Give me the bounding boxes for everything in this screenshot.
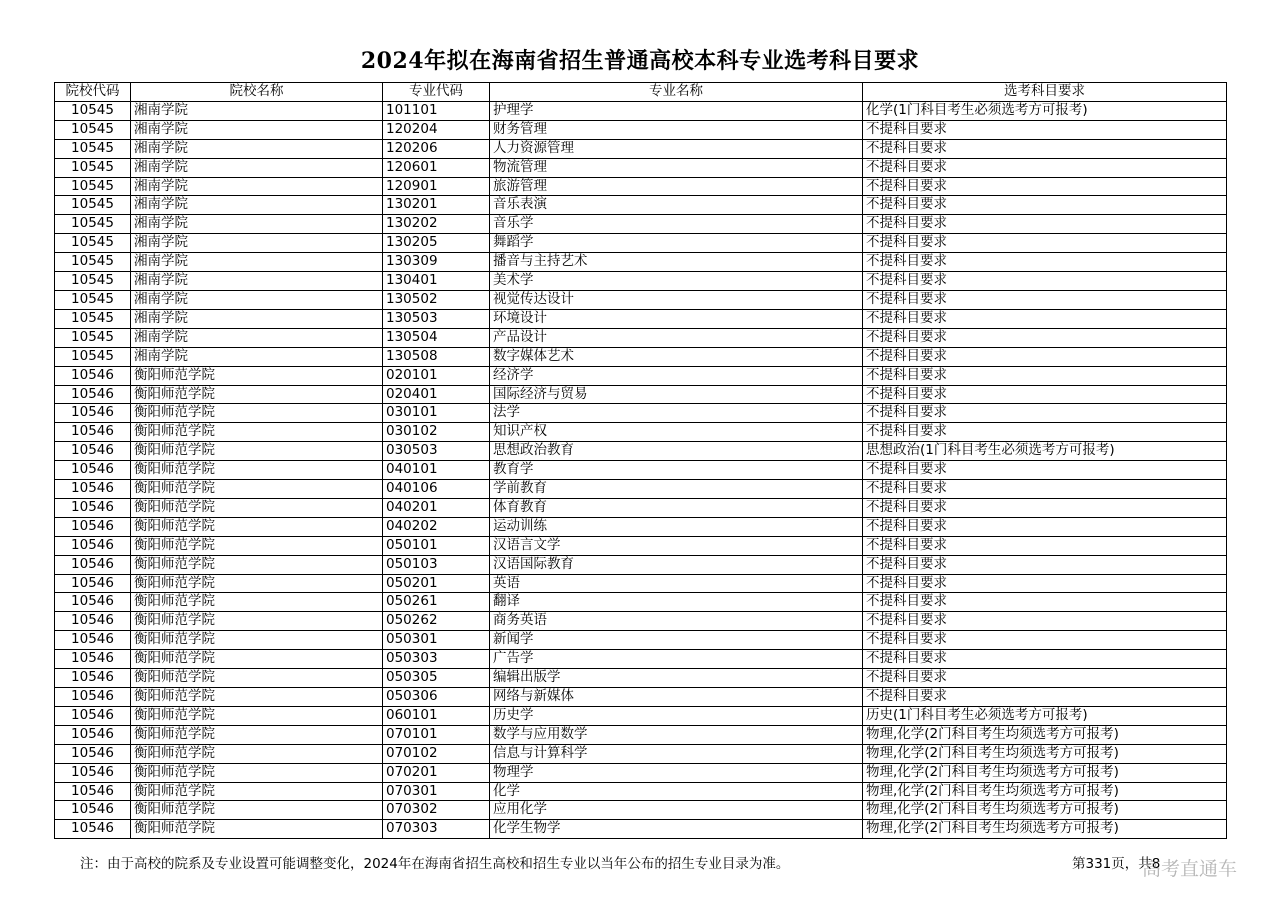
major-code-cell: 130502: [383, 290, 490, 309]
major-name-cell: 国际经济与贸易: [490, 385, 863, 404]
subject-requirement-cell: 不提科目要求: [863, 290, 1227, 309]
school-code-cell: 10545: [55, 328, 131, 347]
table-row: [55, 555, 1227, 574]
major-name-cell: 汉语言文学: [490, 536, 863, 555]
school-name-cell: 衡阳师范学院: [131, 366, 383, 385]
table-row: [55, 801, 1227, 820]
major-name-cell: 环境设计: [490, 309, 863, 328]
major-name-cell: 运动训练: [490, 517, 863, 536]
school-name-cell: 湘南学院: [131, 101, 383, 120]
subject-requirement-cell: 思想政治(1门科目考生必须选考方可报考): [863, 442, 1227, 461]
school-code-cell: 10546: [55, 612, 131, 631]
school-code-cell: 10546: [55, 423, 131, 442]
school-name-cell: 湘南学院: [131, 139, 383, 158]
major-name-cell: 财务管理: [490, 120, 863, 139]
school-code-cell: 10545: [55, 196, 131, 215]
major-code-cell: 070101: [383, 725, 490, 744]
school-code-cell: 10545: [55, 101, 131, 120]
footnote: 注：由于高校的院系及专业设置可能调整变化，2024年在海南省招生高校和招生专业以当年公布的招生专业目录为准。: [80, 856, 790, 872]
major-code-cell: 050103: [383, 555, 490, 574]
school-name-cell: 湘南学院: [131, 253, 383, 272]
subject-requirement-cell: 不提科目要求: [863, 631, 1227, 650]
major-name-cell: 教育学: [490, 461, 863, 480]
school-name-cell: 衡阳师范学院: [131, 763, 383, 782]
school-name-cell: 衡阳师范学院: [131, 820, 383, 839]
school-code-cell: 10545: [55, 120, 131, 139]
school-code-cell: 10546: [55, 631, 131, 650]
major-code-cell: 120204: [383, 120, 490, 139]
school-code-cell: 10546: [55, 593, 131, 612]
major-name-cell: 人力资源管理: [490, 139, 863, 158]
major-code-cell: 030102: [383, 423, 490, 442]
subject-requirement-cell: 物理,化学(2门科目考生均须选考方可报考): [863, 801, 1227, 820]
major-code-cell: 050305: [383, 669, 490, 688]
major-code-cell: 040202: [383, 517, 490, 536]
school-code-cell: 10546: [55, 555, 131, 574]
table-row: [55, 669, 1227, 688]
subject-requirement-cell: 不提科目要求: [863, 536, 1227, 555]
major-code-cell: 040201: [383, 498, 490, 517]
major-name-cell: 体育教育: [490, 498, 863, 517]
school-name-cell: 衡阳师范学院: [131, 593, 383, 612]
table-row: [55, 498, 1227, 517]
table-row: [55, 366, 1227, 385]
header-major-name: 专业名称: [490, 83, 863, 102]
table-row: [55, 461, 1227, 480]
school-code-cell: 10546: [55, 480, 131, 499]
major-code-cell: 130401: [383, 272, 490, 291]
major-code-cell: 130504: [383, 328, 490, 347]
table-row: [55, 706, 1227, 725]
school-name-cell: 湘南学院: [131, 177, 383, 196]
table-row: [55, 744, 1227, 763]
subject-requirement-cell: 不提科目要求: [863, 612, 1227, 631]
major-code-cell: 120206: [383, 139, 490, 158]
major-code-cell: 130309: [383, 253, 490, 272]
table-row: [55, 688, 1227, 707]
school-code-cell: 10546: [55, 574, 131, 593]
subject-requirement-cell: 不提科目要求: [863, 309, 1227, 328]
table-row: [55, 101, 1227, 120]
major-name-cell: 学前教育: [490, 480, 863, 499]
major-code-cell: 070301: [383, 782, 490, 801]
major-code-cell: 060101: [383, 706, 490, 725]
table-row: [55, 272, 1227, 291]
major-code-cell: 050101: [383, 536, 490, 555]
subject-requirement-cell: 不提科目要求: [863, 385, 1227, 404]
school-code-cell: 10546: [55, 763, 131, 782]
school-name-cell: 衡阳师范学院: [131, 744, 383, 763]
major-name-cell: 编辑出版学: [490, 669, 863, 688]
table-row: [55, 763, 1227, 782]
subject-requirement-cell: 不提科目要求: [863, 574, 1227, 593]
school-name-cell: 衡阳师范学院: [131, 612, 383, 631]
subject-requirement-cell: 不提科目要求: [863, 234, 1227, 253]
subject-requirement-cell: 物理,化学(2门科目考生均须选考方可报考): [863, 763, 1227, 782]
table-row: [55, 480, 1227, 499]
major-code-cell: 050306: [383, 688, 490, 707]
subject-requirement-cell: 历史(1门科目考生必须选考方可报考): [863, 706, 1227, 725]
school-code-cell: 10545: [55, 272, 131, 291]
major-name-cell: 商务英语: [490, 612, 863, 631]
major-name-cell: 应用化学: [490, 801, 863, 820]
table-row: [55, 177, 1227, 196]
school-code-cell: 10546: [55, 366, 131, 385]
major-name-cell: 化学生物学: [490, 820, 863, 839]
school-code-cell: 10546: [55, 744, 131, 763]
major-code-cell: 020101: [383, 366, 490, 385]
school-code-cell: 10545: [55, 177, 131, 196]
table-row: [55, 631, 1227, 650]
table-row: [55, 347, 1227, 366]
subject-requirement-cell: 化学(1门科目考生必须选考方可报考): [863, 101, 1227, 120]
table-row: [55, 253, 1227, 272]
major-name-cell: 音乐表演: [490, 196, 863, 215]
table-body: [55, 101, 1227, 838]
subject-requirement-cell: 物理,化学(2门科目考生均须选考方可报考): [863, 744, 1227, 763]
table-row: [55, 820, 1227, 839]
major-code-cell: 040101: [383, 461, 490, 480]
school-name-cell: 衡阳师范学院: [131, 461, 383, 480]
major-code-cell: 050301: [383, 631, 490, 650]
major-code-cell: 070302: [383, 801, 490, 820]
school-name-cell: 湘南学院: [131, 215, 383, 234]
school-code-cell: 10545: [55, 234, 131, 253]
school-name-cell: 衡阳师范学院: [131, 669, 383, 688]
school-code-cell: 10546: [55, 404, 131, 423]
header-major-code: 专业代码: [383, 83, 490, 102]
school-name-cell: 衡阳师范学院: [131, 650, 383, 669]
school-code-cell: 10546: [55, 782, 131, 801]
major-code-cell: 130205: [383, 234, 490, 253]
school-name-cell: 衡阳师范学院: [131, 801, 383, 820]
school-code-cell: 10546: [55, 801, 131, 820]
table-row: [55, 139, 1227, 158]
major-name-cell: 广告学: [490, 650, 863, 669]
table-row: [55, 158, 1227, 177]
major-name-cell: 播音与主持艺术: [490, 253, 863, 272]
subject-requirement-cell: 不提科目要求: [863, 404, 1227, 423]
major-code-cell: 040106: [383, 480, 490, 499]
subject-requirement-cell: 不提科目要求: [863, 650, 1227, 669]
table-header-row: [55, 83, 1227, 102]
subject-requirement-cell: 不提科目要求: [863, 328, 1227, 347]
major-name-cell: 护理学: [490, 101, 863, 120]
table-row: [55, 725, 1227, 744]
table-row: [55, 215, 1227, 234]
major-name-cell: 音乐学: [490, 215, 863, 234]
major-name-cell: 数学与应用数学: [490, 725, 863, 744]
table-row: [55, 650, 1227, 669]
requirements-table: [54, 82, 1227, 839]
subject-requirement-cell: 不提科目要求: [863, 688, 1227, 707]
school-code-cell: 10546: [55, 498, 131, 517]
school-code-cell: 10546: [55, 517, 131, 536]
school-name-cell: 衡阳师范学院: [131, 631, 383, 650]
school-code-cell: 10546: [55, 820, 131, 839]
subject-requirement-cell: 不提科目要求: [863, 272, 1227, 291]
school-code-cell: 10545: [55, 158, 131, 177]
subject-requirement-cell: 不提科目要求: [863, 158, 1227, 177]
major-name-cell: 汉语国际教育: [490, 555, 863, 574]
table-row: [55, 120, 1227, 139]
table-row: [55, 423, 1227, 442]
school-name-cell: 衡阳师范学院: [131, 706, 383, 725]
major-name-cell: 物流管理: [490, 158, 863, 177]
school-code-cell: 10546: [55, 725, 131, 744]
school-name-cell: 衡阳师范学院: [131, 574, 383, 593]
table-row: [55, 234, 1227, 253]
table-row: [55, 517, 1227, 536]
school-name-cell: 衡阳师范学院: [131, 404, 383, 423]
subject-requirement-cell: 不提科目要求: [863, 423, 1227, 442]
school-code-cell: 10546: [55, 650, 131, 669]
subject-requirement-cell: 不提科目要求: [863, 669, 1227, 688]
school-code-cell: 10545: [55, 215, 131, 234]
school-name-cell: 衡阳师范学院: [131, 536, 383, 555]
school-name-cell: 衡阳师范学院: [131, 442, 383, 461]
major-name-cell: 英语: [490, 574, 863, 593]
school-code-cell: 10546: [55, 706, 131, 725]
school-name-cell: 湘南学院: [131, 196, 383, 215]
table-row: [55, 404, 1227, 423]
subject-requirement-cell: 物理,化学(2门科目考生均须选考方可报考): [863, 820, 1227, 839]
school-code-cell: 10546: [55, 385, 131, 404]
school-code-cell: 10545: [55, 253, 131, 272]
school-name-cell: 湘南学院: [131, 120, 383, 139]
subject-requirement-cell: 不提科目要求: [863, 517, 1227, 536]
major-name-cell: 视觉传达设计: [490, 290, 863, 309]
school-code-cell: 10546: [55, 461, 131, 480]
subject-requirement-cell: 物理,化学(2门科目考生均须选考方可报考): [863, 725, 1227, 744]
major-code-cell: 130201: [383, 196, 490, 215]
major-code-cell: 050201: [383, 574, 490, 593]
major-code-cell: 070102: [383, 744, 490, 763]
major-name-cell: 知识产权: [490, 423, 863, 442]
subject-requirement-cell: 不提科目要求: [863, 215, 1227, 234]
school-name-cell: 衡阳师范学院: [131, 385, 383, 404]
header-school-name: 院校名称: [131, 83, 383, 102]
major-name-cell: 美术学: [490, 272, 863, 291]
subject-requirement-cell: 不提科目要求: [863, 593, 1227, 612]
major-name-cell: 网络与新媒体: [490, 688, 863, 707]
header-school-code: 院校代码: [55, 83, 131, 102]
subject-requirement-cell: 不提科目要求: [863, 366, 1227, 385]
major-code-cell: 070201: [383, 763, 490, 782]
subject-requirement-cell: 物理,化学(2门科目考生均须选考方可报考): [863, 782, 1227, 801]
major-name-cell: 化学: [490, 782, 863, 801]
table-row: [55, 612, 1227, 631]
major-name-cell: 经济学: [490, 366, 863, 385]
table-row: [55, 536, 1227, 555]
major-name-cell: 舞蹈学: [490, 234, 863, 253]
header-subject-requirement: 选考科目要求: [863, 83, 1227, 102]
subject-requirement-cell: 不提科目要求: [863, 555, 1227, 574]
subject-requirement-cell: 不提科目要求: [863, 177, 1227, 196]
subject-requirement-cell: 不提科目要求: [863, 498, 1227, 517]
major-name-cell: 产品设计: [490, 328, 863, 347]
major-code-cell: 050261: [383, 593, 490, 612]
major-code-cell: 050262: [383, 612, 490, 631]
school-code-cell: 10545: [55, 139, 131, 158]
major-code-cell: 130508: [383, 347, 490, 366]
major-code-cell: 020401: [383, 385, 490, 404]
subject-requirement-cell: 不提科目要求: [863, 120, 1227, 139]
major-name-cell: 法学: [490, 404, 863, 423]
table-row: [55, 385, 1227, 404]
school-code-cell: 10546: [55, 536, 131, 555]
table-row: [55, 309, 1227, 328]
school-name-cell: 湘南学院: [131, 158, 383, 177]
table-row: [55, 574, 1227, 593]
major-name-cell: 思想政治教育: [490, 442, 863, 461]
major-code-cell: 050303: [383, 650, 490, 669]
school-name-cell: 湘南学院: [131, 309, 383, 328]
major-name-cell: 新闻学: [490, 631, 863, 650]
school-name-cell: 湘南学院: [131, 234, 383, 253]
subject-requirement-cell: 不提科目要求: [863, 480, 1227, 499]
table-row: [55, 782, 1227, 801]
school-name-cell: 湘南学院: [131, 272, 383, 291]
school-name-cell: 衡阳师范学院: [131, 688, 383, 707]
table-row: [55, 328, 1227, 347]
table-row: [55, 593, 1227, 612]
major-code-cell: 120901: [383, 177, 490, 196]
table-row: [55, 290, 1227, 309]
major-code-cell: 101101: [383, 101, 490, 120]
major-name-cell: 翻译: [490, 593, 863, 612]
school-name-cell: 衡阳师范学院: [131, 423, 383, 442]
subject-requirement-cell: 不提科目要求: [863, 461, 1227, 480]
table-row: [55, 442, 1227, 461]
major-code-cell: 120601: [383, 158, 490, 177]
major-name-cell: 旅游管理: [490, 177, 863, 196]
subject-requirement-cell: 不提科目要求: [863, 347, 1227, 366]
subject-requirement-cell: 不提科目要求: [863, 196, 1227, 215]
table-row: [55, 196, 1227, 215]
school-name-cell: 衡阳师范学院: [131, 782, 383, 801]
major-code-cell: 070303: [383, 820, 490, 839]
page-title: 2024年拟在海南省招生普通高校本科专业选考科目要求: [360, 48, 920, 74]
school-code-cell: 10545: [55, 309, 131, 328]
major-code-cell: 030101: [383, 404, 490, 423]
school-code-cell: 10546: [55, 669, 131, 688]
school-name-cell: 湘南学院: [131, 290, 383, 309]
major-name-cell: 历史学: [490, 706, 863, 725]
page-number: 第331页，共8: [1072, 856, 1161, 872]
school-name-cell: 湘南学院: [131, 347, 383, 366]
major-code-cell: 130202: [383, 215, 490, 234]
school-name-cell: 衡阳师范学院: [131, 517, 383, 536]
school-name-cell: 衡阳师范学院: [131, 480, 383, 499]
school-name-cell: 衡阳师范学院: [131, 498, 383, 517]
subject-requirement-cell: 不提科目要求: [863, 253, 1227, 272]
school-code-cell: 10545: [55, 290, 131, 309]
major-name-cell: 物理学: [490, 763, 863, 782]
major-code-cell: 130503: [383, 309, 490, 328]
subject-requirement-cell: 不提科目要求: [863, 139, 1227, 158]
school-code-cell: 10546: [55, 442, 131, 461]
school-name-cell: 衡阳师范学院: [131, 725, 383, 744]
school-code-cell: 10545: [55, 347, 131, 366]
school-name-cell: 衡阳师范学院: [131, 555, 383, 574]
major-name-cell: 信息与计算科学: [490, 744, 863, 763]
school-name-cell: 湘南学院: [131, 328, 383, 347]
major-name-cell: 数字媒体艺术: [490, 347, 863, 366]
major-code-cell: 030503: [383, 442, 490, 461]
school-code-cell: 10546: [55, 688, 131, 707]
watermark: 高考直通车: [1142, 858, 1238, 880]
